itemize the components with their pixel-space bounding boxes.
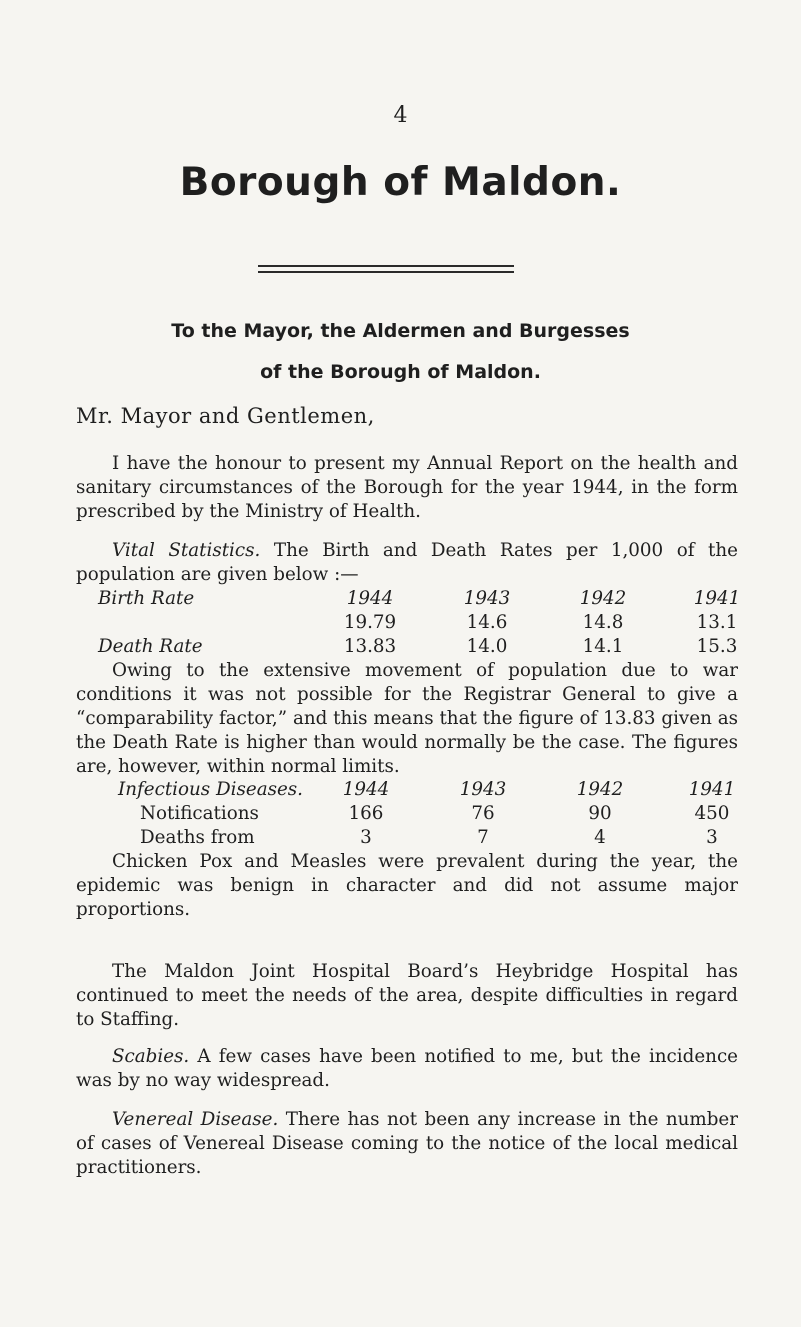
vital-statistics-paragraph (76, 539, 738, 587)
birth-rate-value: 13.1 (696, 612, 738, 633)
vital-statistics-note (76, 659, 738, 779)
infectious-diseases-note (76, 850, 738, 922)
death-rate-value: 13.83 (343, 636, 397, 657)
deaths-value: 7 (477, 827, 489, 848)
venereal-disease-text: There has not been any increase in the number of cases of Venereal Disease coming to the notice of the local medical practitioners. (76, 1109, 738, 1178)
infectious-diseases-heading: Infectious Diseases. (118, 779, 303, 800)
birth-rate-value: 19.79 (343, 612, 397, 633)
birth-rate-value: 14.8 (582, 612, 624, 633)
deaths-value: 3 (360, 827, 372, 848)
vital-statistics-heading: Vital Statistics. (112, 540, 261, 561)
scabies-text: A few cases have been notified to me, but the incidence was by no way widespread. (76, 1046, 738, 1091)
year-cell: 1943 (459, 779, 507, 800)
birth-rate-label: Birth Rate (98, 588, 195, 609)
death-rate-label: Death Rate (98, 636, 203, 657)
address-line-2: of the Borough of Maldon. (260, 361, 541, 383)
vital-note-text: Owing to the extensive movement of population due to war conditions it was not possible for the Registrar General to give a “comparability factor,” and this means that the figure of 13.83 given as the Death Rate is higher than would normally be the case. The figures are, however, within normal limits. (76, 660, 738, 777)
infectious-note-text: Chicken Pox and Measles were prevalent during the year, the epidemic was benign in character and did not assume major proportions. (76, 851, 738, 920)
scabies-heading: Scabies. (112, 1046, 190, 1067)
venereal-disease-paragraph (76, 1108, 738, 1180)
intro-text: I have the honour to present my Annual Report on the health and sanitary circumstances of the Borough for the year 1944, in the form prescribed by the Ministry of Health. (76, 453, 738, 522)
death-rate-value: 14.1 (582, 636, 624, 657)
page-number: 4 (393, 103, 408, 128)
notifications-label: Notifications (140, 803, 259, 824)
year-cell: 1943 (463, 588, 511, 609)
notifications-value: 90 (588, 803, 612, 824)
address-line-1: To the Mayor, the Aldermen and Burgesses (171, 320, 630, 342)
salutation: Mr. Mayor and Gentlemen, (76, 404, 375, 428)
venereal-disease-heading: Venereal Disease. (112, 1109, 279, 1130)
year-cell: 1942 (576, 779, 624, 800)
notifications-value: 166 (348, 803, 384, 824)
death-rate-value: 15.3 (696, 636, 738, 657)
year-cell: 1941 (688, 779, 736, 800)
deaths-label: Deaths from (140, 827, 255, 848)
hospital-paragraph (76, 960, 738, 1032)
year-cell: 1942 (579, 588, 627, 609)
intro-paragraph (76, 452, 738, 524)
birth-rate-value: 14.6 (466, 612, 508, 633)
scabies-paragraph (76, 1045, 738, 1093)
death-rate-value: 14.0 (466, 636, 508, 657)
hospital-text: The Maldon Joint Hospital Board’s Heybridge Hospital has continued to meet the needs of the area, despite difficulties in regard to Staffing. (76, 961, 738, 1030)
double-rule-top (258, 265, 514, 267)
deaths-value: 4 (594, 827, 606, 848)
year-cell: 1944 (342, 779, 390, 800)
double-rule-bottom (258, 271, 514, 273)
notifications-value: 76 (471, 803, 495, 824)
notifications-value: 450 (694, 803, 730, 824)
year-cell: 1941 (693, 588, 741, 609)
page-title: Borough of Maldon. (179, 160, 622, 205)
deaths-value: 3 (706, 827, 718, 848)
vital-statistics-text: The Birth and Death Rates per 1,000 of the population are given below :— (76, 540, 738, 585)
year-cell: 1944 (346, 588, 394, 609)
